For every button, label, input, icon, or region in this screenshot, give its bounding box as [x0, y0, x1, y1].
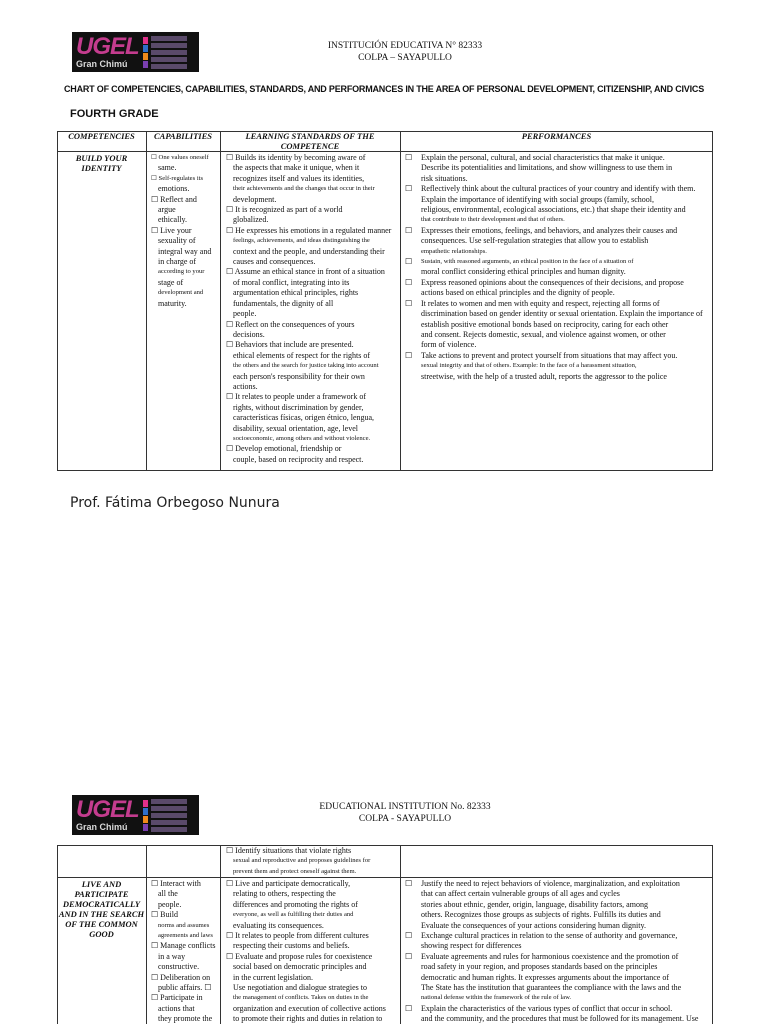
ugel-logo-page2	[72, 795, 199, 835]
grade-label: FOURTH GRADE	[70, 108, 159, 120]
capability-line: actions that	[158, 1003, 195, 1013]
checkbox-bullet-icon: ☐	[405, 879, 413, 888]
performance-line: empathetic relationships.	[421, 247, 487, 255]
standard-line: fundamentals, the dignity of all	[233, 298, 334, 308]
performance-line: ☐ Express reasoned opinions about the consequences of their decisions, and propose	[405, 277, 684, 287]
performance-line: risk situations.	[421, 173, 468, 183]
capability-line: ethically.	[158, 215, 188, 225]
performance-line: ☐ Sustain, with reasoned arguments, an ethical position in the face of a situation of	[405, 257, 634, 267]
standards-list-page2	[226, 879, 386, 1025]
standard-line: rights, without discrimination by gender,	[233, 402, 364, 412]
standard-line: the others and the search for justice taking into account	[233, 362, 379, 370]
competence-line: AND IN THE SEARCH	[58, 909, 145, 919]
performance-line: and the community, and the procedures that must be followed for its management. Use	[421, 1014, 699, 1024]
performance-line: that contribute to their development and that of others.	[421, 216, 565, 224]
logo-name: UGEL	[76, 796, 139, 823]
checkbox-bullet-icon: ☐	[405, 350, 413, 360]
performance-line: actions based on ethical principles and the dignity of people.	[421, 288, 615, 298]
standard-line: respecting their customs and beliefs.	[233, 941, 350, 951]
performance-line: Evaluate the consequences of your actions considering human dignity.	[421, 920, 646, 930]
checkbox-bullet-icon: ☐	[405, 951, 413, 961]
logo-stripes	[151, 36, 187, 69]
performance-line: ☐ Expresses their emotions, feelings, and behaviors, and analyzes their causes and	[405, 225, 678, 235]
column-divider	[220, 845, 221, 1024]
standard-line: evaluating its consequences.	[233, 920, 324, 930]
competence-line: PARTICIPATE	[74, 889, 129, 899]
standard-line: ethical elements of respect for the rights of	[233, 350, 371, 360]
capability-line: ☐ Build	[151, 910, 178, 920]
capability-line: sexuality of	[158, 236, 196, 246]
standard-line: prevent them and protect oneself against them.	[233, 867, 357, 875]
checkbox-bullet-icon: ☐	[405, 225, 413, 235]
performance-line: moral conflict considering ethical principles and human dignity.	[421, 267, 626, 277]
standard-line: ☐ It relates to people from different cultures	[226, 931, 369, 941]
capability-line: argue	[158, 205, 176, 215]
performance-line: Explain the personal, cultural, and social characteristics that make it unique.	[421, 153, 665, 162]
standard-line: feelings, achievements, and ideas distinguishing the	[233, 237, 370, 245]
header-capabilities: CAPABILITIES	[154, 131, 212, 141]
column-divider	[220, 131, 221, 471]
table-top-border	[57, 845, 713, 846]
document-title: CHART OF COMPETENCIES, CAPABILITIES, STANDARDS, AND PERFORMANCES IN THE AREA OF PERSONAL DEVELOPMENT, CITIZENSHIP, AND CIVICS	[63, 84, 705, 94]
capability-line: ☐ Manage conflicts	[151, 941, 216, 951]
capability-line: ☐ Participate in	[151, 993, 203, 1003]
capability-line: emotions.	[158, 184, 190, 194]
competence-line: DEMOCRATICALLY	[62, 899, 141, 909]
standard-line: ☐ Identify situations that violate rights	[226, 846, 352, 855]
standard-line: the management of conflicts. Takes on duties in the	[233, 994, 369, 1002]
capability-line: ☐ Interact with	[151, 879, 201, 888]
standard-line: ☐ It is recognized as part of a world	[226, 205, 343, 215]
performance-line: and consent. Rejects domestic, sexual, and violence against women, or other	[421, 329, 666, 339]
capability-line: public affairs. ☐	[158, 983, 212, 993]
header-divider	[57, 151, 713, 152]
performance-line: ☐ Explain the characteristics of the various types of conflict that occur in school.	[405, 1003, 673, 1013]
capability-line: they promote the	[158, 1014, 213, 1024]
performance-line: road safety in your region, and proposes standards based on the principles	[421, 962, 658, 972]
capability-line: in a way	[158, 951, 186, 961]
capability-line: ☐ Reflect and	[151, 194, 197, 204]
performance-line: showing respect for differences	[421, 941, 522, 951]
capability-line: according to your	[158, 268, 205, 276]
standard-line: relating to others, respecting the	[233, 889, 336, 899]
institution-location: COLPA - SAYAPULLO	[358, 814, 452, 824]
capability-line: constructive.	[158, 962, 200, 972]
performance-line: ☐ Evaluate agreements and rules for harmonious coexistence and the promotion of	[405, 951, 679, 961]
standard-line: ☐ Builds its identity by becoming aware of	[226, 153, 366, 162]
capability-line: integral way and	[158, 246, 212, 256]
performance-line: national defense within the framework of the rule of law.	[421, 994, 572, 1002]
capability-line: all the	[158, 889, 178, 899]
standards-list	[226, 153, 391, 465]
standard-line: couple, based on reciprocity and respect.	[233, 454, 364, 464]
logo-color-bars	[143, 800, 148, 831]
row-divider	[57, 877, 713, 878]
capability-line: ☐ Self-regulates its	[151, 174, 204, 182]
standard-line: características físicas, origen étnico, lengua,	[233, 413, 375, 423]
capability-line: maturity.	[158, 298, 187, 308]
performance-line: The State has the institution that guarantees the compliance with the laws and the	[421, 983, 682, 993]
capability-line: ☐ Deliberation on	[151, 972, 211, 982]
checkbox-bullet-icon: ☐	[405, 277, 413, 287]
professor-name: Prof. Fátima Orbegoso Nunura	[70, 495, 280, 511]
performance-line: establish positive emotional bonds based on reciprocity, caring for each other	[421, 319, 669, 329]
standard-line: everyone, as well as fulfilling their duties and	[233, 911, 354, 919]
standard-line: ☐ It relates to people under a framework of	[226, 392, 367, 402]
performance-line: stories about ethnic, gender, origin, language, disability factors, among	[421, 899, 648, 909]
standard-line: disability, sexual orientation, age, level	[233, 423, 358, 433]
performance-line: ☐ Justify the need to reject behaviors of violence, marginalization, and exploitation	[405, 879, 680, 888]
standard-line: ☐ Live and participate democratically,	[226, 879, 351, 888]
standard-line: social based on democratic principles and	[233, 962, 367, 972]
logo-subtitle: Gran Chimú	[76, 822, 128, 832]
standard-line: organization and execution of collective actions	[233, 1003, 386, 1013]
standard-line: actions.	[233, 381, 258, 391]
logo-stripes	[151, 799, 187, 832]
performance-line: democratic and human rights. It expresses arguments about the importance of	[421, 972, 669, 982]
logo-name: UGEL	[76, 33, 139, 60]
performance-line: form of violence.	[421, 340, 477, 350]
performance-line: others. Recognizes those groups as subjects of rights. Fulfills its duties and	[421, 910, 661, 920]
standard-line: ☐ Reflect on the consequences of yours	[226, 319, 355, 329]
performance-line: streetwise, with the help of a trusted adult, reports the aggressor to the police	[421, 371, 667, 381]
column-divider	[400, 131, 401, 471]
competence-build-identity: BUILD YOUR IDENTITY	[75, 153, 128, 173]
standard-line: ☐ Evaluate and propose rules for coexistence	[226, 951, 373, 961]
standard-line: their achievements and the changes that occur in their	[233, 185, 375, 193]
capability-line: ☐ Live your	[151, 225, 192, 235]
standard-line: in the current legislation.	[233, 972, 313, 982]
standard-line: causes and consequences.	[233, 257, 316, 267]
capability-line: norms and assumes	[158, 921, 210, 929]
standard-line: Use negotiation and dialogue strategies to	[233, 983, 367, 993]
institution-name: EDUCATIONAL INSTITUTION No. 82333	[319, 802, 491, 812]
standard-line: context and the people, and understanding their	[233, 246, 385, 256]
header-competencies: COMPETENCIES	[68, 131, 135, 141]
standard-line: sexual and reproductive and proposes guidelines for	[233, 857, 371, 865]
capabilities-list	[151, 153, 211, 309]
page-header	[290, 40, 520, 64]
capability-line: same.	[158, 163, 177, 173]
performance-line: Describe its potentialities and limitations, and show willingness to use them in	[421, 163, 673, 173]
checkbox-bullet-icon: ☐	[405, 184, 413, 194]
column-divider	[146, 845, 147, 1024]
standard-line: people.	[233, 309, 257, 319]
standard-line: each person's responsibility for their own	[233, 371, 365, 381]
capability-line: development and	[158, 289, 204, 297]
performance-line: ☐ Exchange cultural practices in relation to the sense of authority and governance,	[405, 931, 678, 941]
capability-line: stage of	[158, 277, 184, 287]
capability-line: people.	[158, 899, 182, 909]
logo-color-bars	[143, 37, 148, 68]
standard-line: the aspects that make it unique, when it	[233, 163, 360, 173]
performance-line: religious, environmental, ecological associations, etc.) that shape their identity and	[421, 205, 686, 215]
standard-line: ☐ He expresses his emotions in a regulated manner	[226, 225, 392, 235]
column-divider	[400, 845, 401, 1024]
standard-line: to promote their rights and duties in relation to	[233, 1014, 383, 1024]
logo-subtitle: Gran Chimú	[76, 59, 128, 69]
standard-line: development.	[233, 194, 277, 204]
performance-line: sexual integrity and that of others. Example: In the face of a harassment situation,	[421, 362, 637, 370]
institution-name: INSTITUCIÓN EDUCATIVA N° 82333	[327, 41, 483, 51]
table-right-border	[712, 845, 713, 1024]
column-divider	[146, 131, 147, 471]
competence-live-participate	[57, 879, 146, 939]
performance-line: consequences. Use self-regulation strategies that allow you to establish	[421, 236, 649, 246]
capability-line: ☐ One values oneself	[151, 154, 209, 161]
institution-location: COLPA – SAYAPULLO	[358, 53, 452, 63]
standard-line: differences and promoting the rights of	[233, 899, 358, 909]
performance-line: ☐ It relates to women and men with equity and respect, rejecting all forms of	[405, 298, 660, 308]
capabilities-list-page2	[151, 879, 215, 1025]
performances-list: ☐ Explain the personal, cultural, and social characteristics that make it unique. Describe its potentialities and limitations, and show willingness to use them in risk situations. ☐ Reflectively think about the cultural practices of your country and identify with them. Explain the importance of identifying with social groups (family, school, religious, environmental, ecological associations, etc.) that shape their identity and that contribute to their development and that of others. ☐ Expresses their emotions, feelings, and behaviors, and analyzes their causes and consequences. Use self-regulation strategies that allow you to establish empathetic relationships. ☐ Sustain, with reasoned arguments, an ethical position in the face of a situation of moral conflict considering ethical principles and human dignity. ☐ Express reasoned opinions about the consequences of their decisions, and propose actions based on ethical principles and the dignity of people. ☐ It relates to women and men with equity and respect, rejecting all forms of discrimination based on gender identity or sexual orientation. Explain the importance of establish positive emotional bonds based on reciprocity, caring for each other and consent. Rejects domestic, sexual, and violence against women, or other form of violence. ☐ Take actions to prevent and protect yourself from situations that may affect you. sexual integrity and that of others. Example: In the face of a harassment situation, streetwise, with the help of a trusted adult, reports the aggressor to the police	[405, 153, 703, 381]
competence-line: OF THE COMMON GOOD	[65, 919, 138, 939]
standards-continued	[226, 846, 370, 877]
performance-line: that can affect certain vulnerable groups of all ages and cycles	[421, 889, 620, 899]
performance-line: ☐ Reflectively think about the cultural practices of your country and identify with them.	[405, 184, 696, 194]
checkbox-bullet-icon: ☐	[405, 298, 413, 308]
standard-line: decisions.	[233, 329, 265, 339]
checkbox-bullet-icon: ☐	[405, 931, 413, 941]
standard-line: ☐ Assume an ethical stance in front of a situation	[226, 267, 385, 277]
capability-line: in charge of	[158, 257, 197, 267]
header-performances: PERFORMANCES	[521, 131, 592, 141]
ugel-logo	[72, 32, 199, 72]
performance-line: ☐ Take actions to prevent and protect yourself from situations that may affect you.	[405, 350, 678, 360]
performances-list-page2	[405, 879, 698, 1025]
standard-line: recognizes itself and values its identities,	[233, 173, 365, 183]
checkbox-bullet-icon: ☐	[405, 257, 413, 267]
standard-line: socioeconomic, among others and without violence.	[233, 434, 371, 442]
standard-line: of moral conflict, integrating into its	[233, 277, 350, 287]
standard-line: argumentation ethical principles, rights	[233, 288, 359, 298]
page2-header	[290, 801, 520, 825]
performance-line: discrimination based on gender identity or sexual orientation. Explain the importance of	[421, 309, 703, 319]
competence-line: LIVE AND	[81, 879, 122, 889]
performance-line: Explain the importance of identifying with social groups (family, school,	[421, 194, 654, 204]
standard-line: globalized.	[233, 215, 269, 225]
header-standards: LEARNING STANDARDS OF THE COMPETENCE	[245, 131, 375, 151]
checkbox-bullet-icon: ☐	[405, 1003, 413, 1013]
capability-line: agreements and laws	[158, 932, 213, 940]
standard-line: ☐ Behaviors that include are presented.	[226, 340, 354, 350]
standard-line: ☐ Develop emotional, friendship or	[226, 444, 342, 454]
